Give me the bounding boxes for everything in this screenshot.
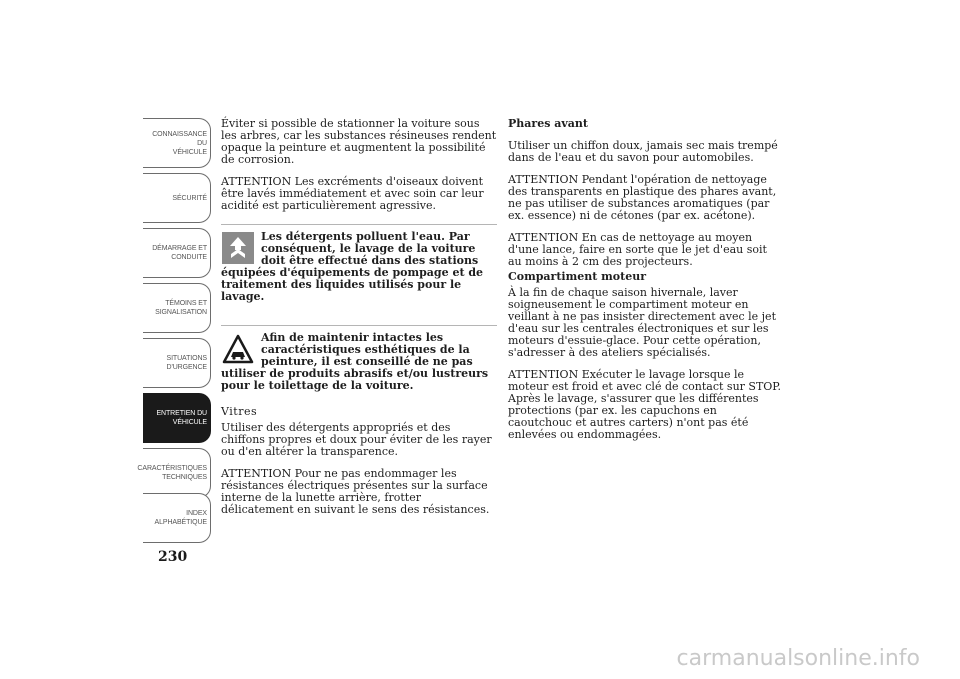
paint-note — [221, 325, 497, 392]
paragraph-saison: À la fin de chaque saison hivernale, laver soigneusement le compartiment moteur en veillant à ne pas insister directement avec le jet d'eau sur les centrales électroniques et sur les moteurs d'essuie-glace. Pour cette opération, s'adresser à des ateliers spécialisés. — [508, 286, 776, 359]
paragraph-vitres: Utiliser des détergents appropriés et des chiffons propres et doux pour éviter de les rayer ou d'en altérer la transparence. — [221, 421, 492, 458]
recycle-leaf-icon — [222, 232, 254, 264]
paragraph-lavage-moteur: ATTENTION Exécuter le lavage lorsque le moteur est froid et avec clé de contact sur STOP. Après le lavage, s'assurer que les différentes protections (par ex. les capuchons en caoutchouc et autres carters) n'ont pas été enlevées ou endommagées. — [508, 368, 781, 441]
tab-label: SITUATIONS D'URGENCE — [166, 355, 207, 371]
left-column — [221, 118, 497, 526]
tab-index-alphabetique[interactable] — [143, 493, 211, 543]
paragraph-bird-droppings: ATTENTION Les excréments d'oiseaux doivent être lavés immédiatement et avec soin car leur acidité est particulièrement agressive. — [221, 175, 484, 212]
vitres-heading: Vitres — [221, 405, 258, 418]
warning-icon-box — [221, 332, 255, 366]
tab-temoins-et-signalisation[interactable] — [143, 283, 211, 333]
paint-note-text: Afin de maintenir intactes les caractéristiques esthétiques de la peinture, il est conseillé de ne pas utiliser de produits abrasifs et/ou lustreurs pour le toilettage de la voiture. — [221, 331, 489, 392]
tab-label: ENTRETIEN DU VÉHICULE — [156, 410, 207, 426]
paragraph-chiffon: Utiliser un chiffon doux, jamais sec mais trempé dans de l'eau et du savon pour automobiles. — [508, 139, 778, 164]
tab-demarrage-et-conduite[interactable] — [143, 228, 211, 278]
tab-situations-d-urgence[interactable] — [143, 338, 211, 388]
compartiment-moteur-heading: Compartiment moteur — [508, 270, 646, 283]
tab-caracteristiques-techniques[interactable] — [137, 448, 211, 498]
page-number: 230 — [158, 549, 188, 565]
environment-icon-box — [221, 231, 255, 265]
paragraph-lance: ATTENTION En cas de nettoyage au moyen d'une lance, faire en sorte que le jet d'eau soit au moins à 2 cm des projecteurs. — [508, 231, 767, 268]
right-column — [508, 118, 784, 451]
environment-note — [221, 224, 497, 303]
tab-securite[interactable] — [143, 173, 211, 223]
paragraph-lunette: ATTENTION Pour ne pas endommager les résistances électriques présentes sur la surface interne de la lunette arrière, frotter délicatement en suivant le sens des résistances. — [221, 467, 490, 516]
car-warning-icon — [222, 333, 254, 365]
tab-label: DÉMARRAGE ET CONDUITE — [152, 245, 207, 261]
tab-label: TÉMOINS ET SIGNALISATION — [155, 300, 207, 316]
watermark: carmanualsonline.info — [676, 646, 920, 671]
environment-note-text: Les détergents polluent l'eau. Par conséquent, le lavage de la voiture doit être effectué dans des stations équipées d'équipements de pompage et de traitement des liquides utilisés pour le lavage. — [221, 230, 484, 303]
paragraph-trees: Éviter si possible de stationner la voiture sous les arbres, car les substances résineuses rendent opaque la peinture et augmentent la possibilité de corrosion. — [221, 117, 497, 166]
tab-connaissance-du-vehicule[interactable] — [143, 118, 211, 168]
tab-label: SÉCURITÉ — [172, 194, 207, 202]
tab-entretien-du-vehicule[interactable] — [143, 393, 211, 443]
tab-label: CARACTÉRISTIQUES TECHNIQUES — [137, 465, 207, 481]
phares-heading: Phares avant — [508, 117, 588, 130]
paragraph-transparents: ATTENTION Pendant l'opération de nettoyage des transparents en plastique des phares avant, ne pas utiliser de substances aromatiques (par ex. essence) ni de cétones (par ex. acétone). — [508, 173, 777, 222]
tab-label: CONNAISSANCE DU VÉHICULE — [152, 130, 207, 156]
tab-label: INDEX ALPHABÉTIQUE — [154, 510, 207, 526]
